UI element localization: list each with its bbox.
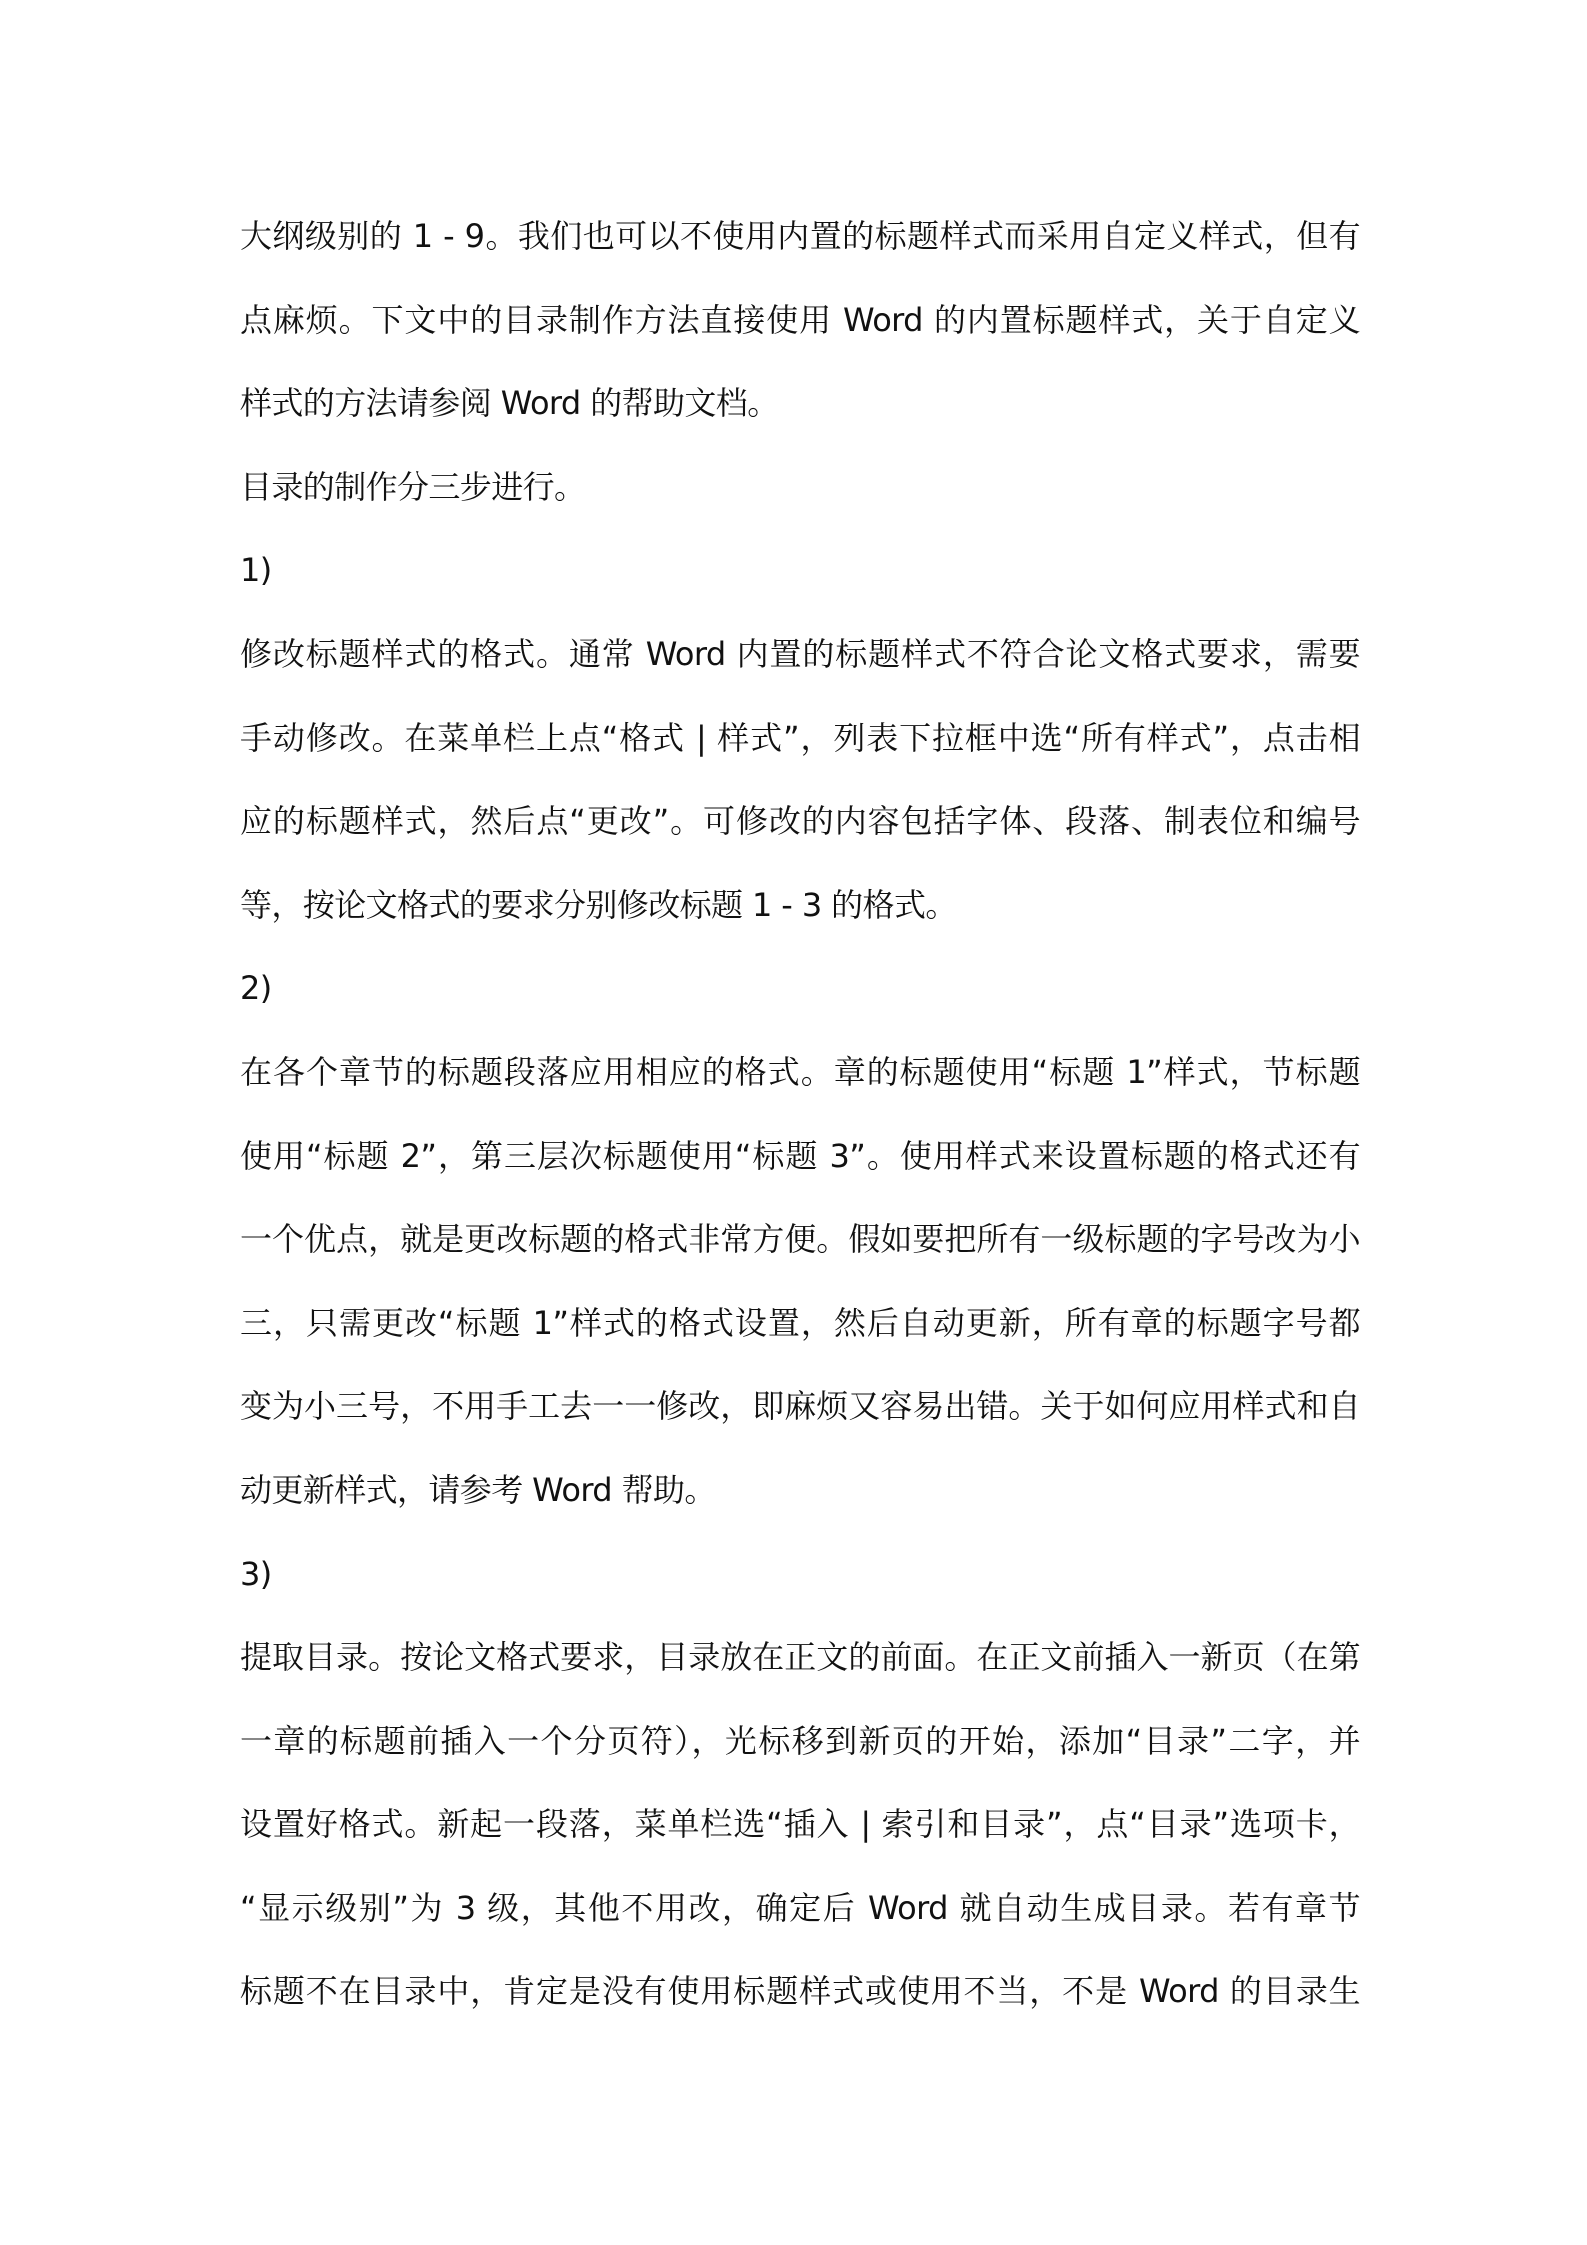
text-line: 点麻烦。下文中的目录制作方法直接使用 Word 的内置标题样式，关于自定义 [240,300,1360,339]
step-number: 2) [240,969,272,1008]
text-line: 设置好格式。新起一段落，菜单栏选“插入 | 索引和目录”，点“目录”选项卡， [240,1805,1360,1844]
text-line: 手动修改。在菜单栏上点“格式 | 样式”，列表下拉框中选“所有样式”，点击相 [240,718,1360,757]
text-line: 样式的方法请参阅 Word 的帮助文档。 [240,384,779,423]
text-line: 修改标题样式的格式。通常 Word 内置的标题样式不符合论文格式要求，需要 [240,634,1360,673]
text-line: 一个优点，就是更改标题的格式非常方便。假如要把所有一级标题的字号改为小 [240,1220,1360,1259]
text-line: 三，只需更改“标题 1”样式的格式设置，然后自动更新，所有章的标题字号都 [240,1303,1360,1342]
step-number: 1) [240,551,272,590]
text-line: 标题不在目录中，肯定是没有使用标题样式或使用不当，不是 Word 的目录生 [240,1972,1360,2011]
text-line: 变为小三号，不用手工去一一修改，即麻烦又容易出错。关于如何应用样式和自 [240,1387,1360,1426]
step-number: 3) [240,1554,272,1593]
text-line: 一章的标题前插入一个分页符），光标移到新页的开始，添加“目录”二字，并 [240,1721,1360,1760]
text-line: 等，按论文格式的要求分别修改标题 1 - 3 的格式。 [240,885,957,924]
document-body [240,206,1360,2045]
text-line: 应的标题样式，然后点“更改”。可修改的内容包括字体、段落、制表位和编号 [240,802,1360,841]
text-line: 使用“标题 2”，第三层次标题使用“标题 3”。使用样式来设置标题的格式还有 [240,1136,1360,1175]
text-line: “显示级别”为 3 级，其他不用改，确定后 Word 就自动生成目录。若有章节 [240,1888,1360,1927]
text-line: 动更新样式，请参考 Word 帮助。 [240,1470,716,1509]
text-line: 在各个章节的标题段落应用相应的格式。章的标题使用“标题 1”样式，节标题 [240,1052,1360,1091]
text-line: 大纲级别的 1 - 9。我们也可以不使用内置的标题样式而采用自定义样式，但有 [240,217,1360,255]
text-line: 目录的制作分三步进行。 [240,467,586,506]
text-line: 提取目录。按论文格式要求，目录放在正文的前面。在正文前插入一新页（在第 [240,1638,1360,1677]
